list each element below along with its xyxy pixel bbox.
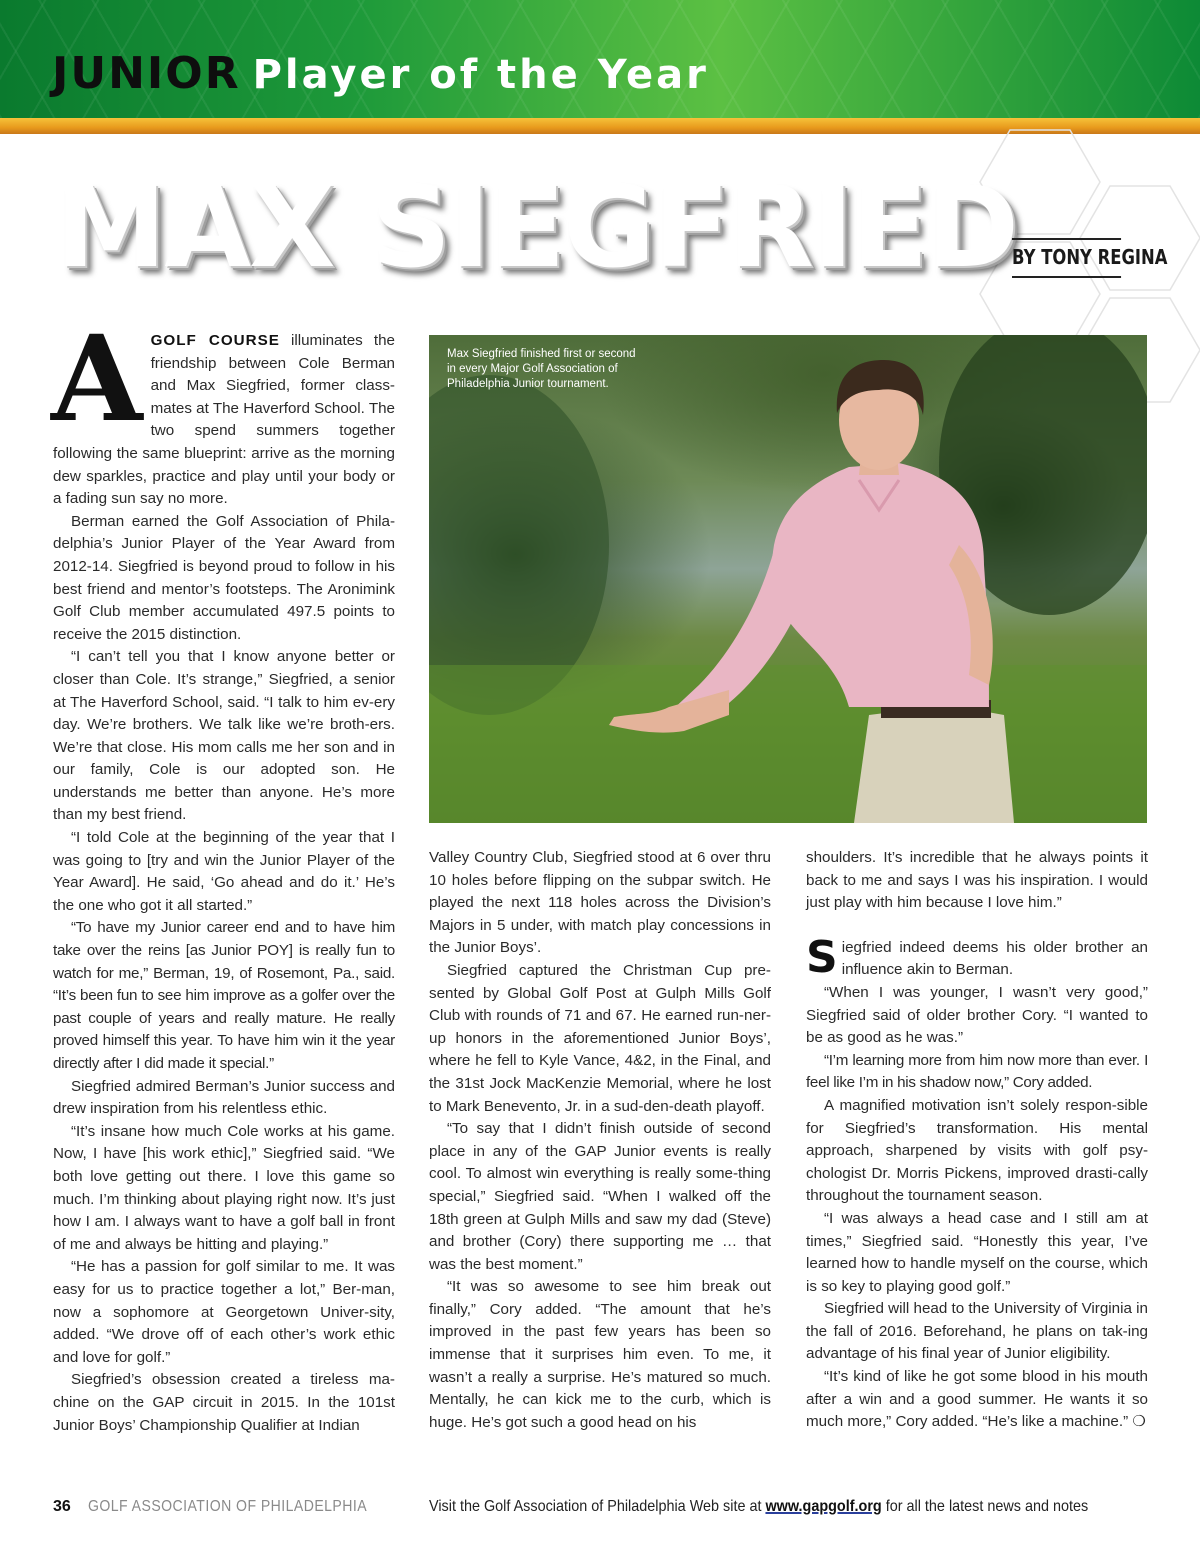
byline: BY TONY REGINA bbox=[1012, 238, 1121, 278]
paragraph-text: iegfried indeed deems his older brother an influence akin to Berman. bbox=[841, 938, 1148, 979]
website-link[interactable]: www.gapgolf.org bbox=[765, 1498, 882, 1515]
paragraph: “I told Cole at the beginning of the year that I was going to [try and win the Junior Player of the Year Award]. He said, ‘Go ahead and do it.’ He’s the one who got it all started.” bbox=[53, 829, 395, 914]
paragraph: “I’m learning more from him now more than ever. I feel like I’m in his shadow now,” Cory added. bbox=[806, 1051, 1148, 1092]
article-photo bbox=[429, 335, 1147, 823]
paragraph: “I was always a head case and I still am at times,” Siegfried said. “Honestly this year, I’ve learned how to handle myself on the course, which is so key to playing good golf.” bbox=[806, 1209, 1148, 1295]
paragraph: Siegfried captured the Christman Cup pre-sented by Global Golf Post at Gulph Mills Golf Club with rounds of 71 and 67. He earned run-ner-up honors in the aforementioned Junior Boys’, where he fell to Kyle Vance, 4&2, in the Final, and the 31st Jock MacKenzie Memorial, where he lost to Mark Benevento, Jr. in a sud-den-death playoff. bbox=[429, 961, 771, 1115]
article-column-1 bbox=[51, 309, 395, 1437]
kicker-bold: JUNIOR bbox=[52, 48, 241, 99]
article-headline: MAX SIEGFRIED bbox=[55, 163, 1018, 293]
article-column-3 bbox=[806, 847, 1148, 1434]
footer-visit-prefix: Visit the Golf Association of Philadelphia Web site at bbox=[429, 1498, 766, 1515]
footer-website-note bbox=[429, 1498, 1088, 1516]
drop-cap: A bbox=[51, 309, 143, 448]
section-banner bbox=[0, 0, 1200, 118]
lead-in: GOLF COURSE bbox=[150, 332, 280, 349]
page-number: 36 bbox=[53, 1498, 71, 1515]
paragraph: Valley Country Club, Siegfried stood at 6 over thru 10 holes before flipping on the subpar switch. He played the next 118 holes across the Division’s Majors in 5 under, with match play concessions in the Junior Boys’. bbox=[429, 849, 771, 957]
paragraph: “He has a passion for golf similar to me. It was easy for us to practice together a lot,” Ber-man, now a sophomore at Georgetown Univer-sity, added. “We drove off of each other’s work ethic and love for golf.” bbox=[53, 1258, 395, 1366]
kicker-rest: Player of the Year bbox=[252, 52, 709, 98]
lead-paragraph bbox=[51, 309, 395, 511]
paragraph: A magnified motivation isn’t solely respon-sible for Siegfried’s transformation. His mental approach, sharpened by visits with golf psy-chologist Dr. Morris Pickens, improved drasti-cally throughout the tournament season. bbox=[806, 1096, 1148, 1205]
paragraph: “To have my Junior career end and to have him take over the reins [as Junior POY] is really fun to watch for me,” Berman, 19, of Rosemont, Pa., said. “It’s been fun to see him improve as a golfer over the past couple of years and really mature. He really proved himself this year. To have him win it the year directly after I did made it special.” bbox=[53, 919, 395, 1072]
golfer-figure bbox=[429, 335, 1147, 823]
section-kicker bbox=[52, 48, 709, 99]
drop-cap: S bbox=[806, 931, 838, 983]
paragraph: “I can’t tell you that I know anyone better or closer than Cole. It’s strange,” Siegfried, a senior at The Haverford School, said. “I talk to him ev-ery day. We’re brothers. We talk like we’re broth-ers. We’re that close. His mom calls me her son and in our family, Cole is our adopted son. He understands me better than anyone. He’s more than my best friend. bbox=[53, 648, 395, 824]
paragraph: “It was so awesome to see him break out finally,” Cory added. “The amount that he’s improved in the past few years has been so immense that it surprises him even. To me, it wasn’t a really a surprise. He’s matured so much. Mentally, he can kick me to the curb, which is huge. He’s got such a good head on his bbox=[429, 1278, 771, 1431]
paragraph: “It’s insane how much Cole works at his game. Now, I have [his work ethic],” Siegfried said. “We both love getting out there. I love this game so much. I’m thinking about playing right now. It’s just how I am. I always want to have a golf ball in front of me and always be hitting and playing.” bbox=[53, 1122, 395, 1253]
lead-text: illuminates the friendship between Cole Berman and Max Siegfried, former class-mates at The Haverford School. The two spend summers together following the same blueprint: arrive as the morning dew sparkles, practice and play until your body or a fading sun say no more. bbox=[53, 332, 395, 508]
paragraph: “It’s kind of like he got some blood in his mouth after a win and a good summer. He wants it so much more,” Cory added. “He’s like a machine.” ❍ bbox=[806, 1368, 1148, 1431]
paragraph: Berman earned the Golf Association of Phila-delphia’s Junior Player of the Year Award from 2012-14. Siegfried is beyond proud to follow in his best friend and mentor’s footsteps. The Aronimink Golf Club member accumulated 497.5 points to receive the 2015 distinction. bbox=[53, 512, 395, 643]
paragraph: shoulders. It’s incredible that he always points it back to me and says I was his inspiration. I would just play with him because I love him.” bbox=[806, 849, 1148, 912]
paragraph: Siegfried will head to the University of Virginia in the fall of 2016. Beforehand, he plans on tak-ing advantage of his final year of Junior eligibility. bbox=[806, 1300, 1148, 1363]
section-break-paragraph bbox=[806, 931, 1148, 983]
paragraph: Siegfried admired Berman’s Junior success and drew inspiration from his relentless ethic. bbox=[53, 1077, 395, 1118]
footer-visit-suffix: for all the latest news and notes bbox=[881, 1498, 1089, 1515]
photo-caption: Max Siegfried finished first or second in every Major Golf Association of Philadelphia Junior tournament. bbox=[447, 348, 636, 390]
footer-publication: GOLF ASSOCIATION OF PHILADELPHIA bbox=[88, 1498, 368, 1515]
article-column-2 bbox=[429, 847, 771, 1434]
paragraph: Siegfried’s obsession created a tireless ma-chine on the GAP circuit in 2015. In the 101st Junior Boys’ Championship Qualifier at Indian bbox=[53, 1371, 395, 1434]
paragraph: “To say that I didn’t finish outside of second place in any of the GAP Junior events is really cool. To almost win everything is really some-thing special,” Siegfried said. “When I walked off the 18th green at Gulph Mills and saw my dad (Steve) and brother (Cory) there supporting me … that was the best moment.” bbox=[429, 1120, 771, 1273]
paragraph: “When I was younger, I wasn’t very good,” Siegfried said of older brother Cory. “I wanted to be as good as he was.” bbox=[806, 983, 1148, 1047]
